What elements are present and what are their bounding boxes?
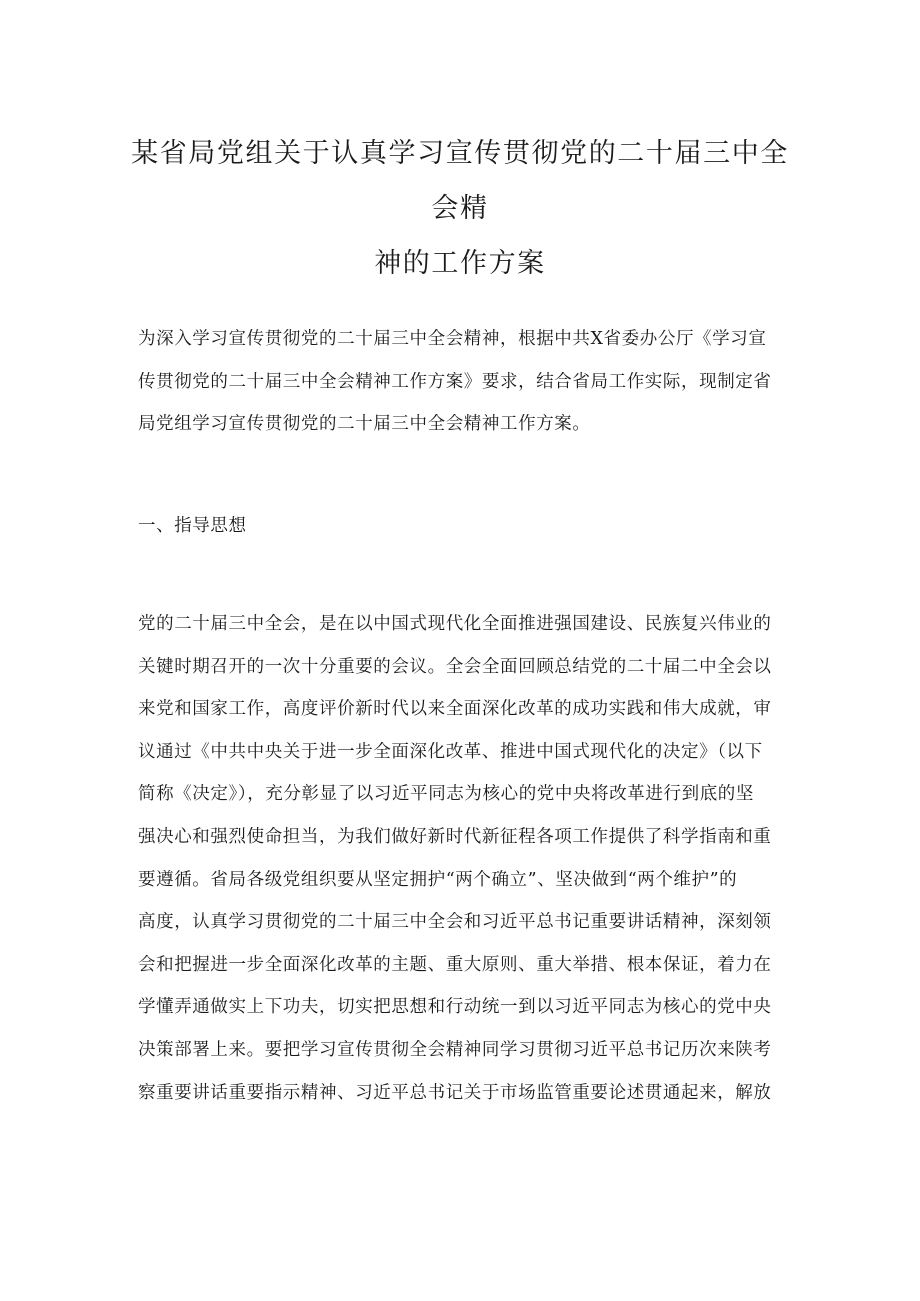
text-line: 学懂弄通做实上下功夫，切实把思想和行动统一到以习近平同志为核心的党中央 — [138, 997, 772, 1018]
text-line: 局党组学习宣传贯彻党的二十届三中全会精神工作方案。 — [138, 414, 591, 435]
text-line: 察重要讲话重要指示精神、习近平总书记关于市场监管重要论述贯通起来，解放 — [138, 1082, 772, 1103]
title-line: 神的工作方案 — [374, 248, 546, 279]
text-line: 党的二十届三中全会，是在以中国式现代化全面推进强国建设、民族复兴伟业的 — [138, 614, 772, 634]
text-line: 传贯彻党的二十届三中全会精神工作方案》要求，结合省局工作实际，现制定省 — [138, 371, 772, 392]
document-title — [120, 126, 800, 291]
section-heading: 一、指导思想 — [138, 516, 247, 536]
text-line: 高度，认真学习贯彻党的二十届三中全会和习近平总书记重要讲话精神，深刻领 — [138, 912, 772, 933]
text-line: 议通过《中共中央关于进一步全面深化改革、推进中国式现代化的决定》（以下 — [138, 741, 763, 762]
text-line: 简称《决定》），充分彰显了以习近平同志为核心的党中央将改革进行到底的坚 — [138, 784, 754, 805]
text-line: 强决心和强烈使命担当，为我们做好新时代新征程各项工作提供了科学指南和重 — [138, 826, 772, 847]
text-line: 为深入学习宣传贯彻党的二十届三中全会精神，根据中共X省委办公厅《学习宣 — [138, 329, 767, 349]
text-line: 关键时期召开的一次十分重要的会议。全会全面回顾总结党的二十届二中全会以 — [138, 656, 772, 677]
title-line: 某省局党组关于认真学习宣传贯彻党的二十届三中全会精 — [131, 138, 789, 224]
intro-paragraph — [138, 318, 788, 446]
text-line: 会和把握进一步全面深化改革的主题、重大原则、重大举措、根本保证，着力在 — [138, 954, 772, 975]
text-line: 决策部署上来。要把学习宣传贯彻全会精神同学习贯彻习近平总书记历次来陕考 — [138, 1039, 772, 1060]
text-line: 来党和国家工作，高度评价新时代以来全面深化改革的成功实践和伟大成就，审 — [138, 699, 772, 720]
text-line: 要遵循。省局各级党组织要从坚定拥护“两个确立”、坚决做到“两个维护”的 — [138, 869, 738, 890]
section-paragraph — [138, 603, 788, 1114]
